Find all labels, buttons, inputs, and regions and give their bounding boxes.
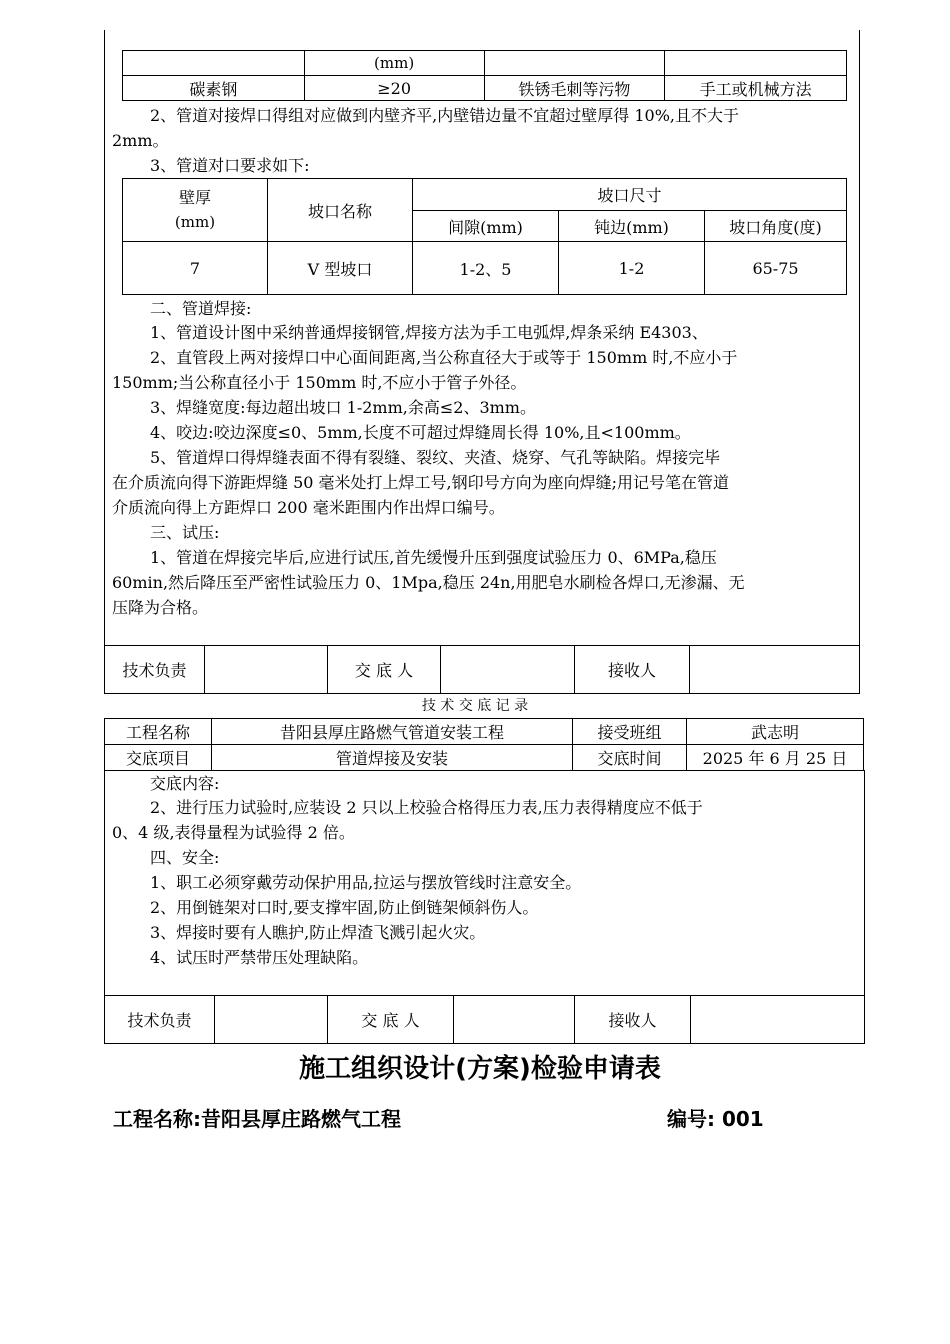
presenter-label: 交 底 人	[328, 996, 454, 1044]
paragraph: 60min,然后降压至严密性试验压力 0、1Mpa,稳压 24n,用肥皂水刷检各焊口,无渗漏、无	[112, 573, 745, 592]
tech-lead-signature[interactable]	[215, 996, 328, 1044]
time-value: 2025 年 6 月 25 日	[687, 745, 864, 771]
bevel-name-value: V 型坡口	[268, 242, 413, 295]
paragraph: 0、4 级,表得量程为试验得 2 倍。	[112, 823, 355, 842]
angle-header: 坡口角度(度)	[705, 211, 847, 242]
receiver-label: 接收人	[575, 646, 690, 694]
paragraph: 2、进行压力试验时,应装设 2 只以上校验合格得压力表,压力表得精度应不低于	[150, 798, 703, 817]
presenter-signature[interactable]	[441, 646, 575, 694]
receiver-signature[interactable]	[691, 996, 865, 1044]
cleaning-table	[122, 50, 847, 101]
tech-lead-label: 技术负责	[105, 646, 205, 694]
presenter-label: 交 底 人	[328, 646, 441, 694]
wall-thickness-unit: (mm)	[174, 213, 216, 231]
paragraph: 3、焊缝宽度:每边超出坡口 1-2mm,余高≤2、3mm。	[150, 398, 536, 417]
form-number: 编号: 001	[667, 1107, 764, 1131]
wall-value: 7	[123, 242, 268, 295]
blunt-header: 钝边(mm)	[559, 211, 705, 242]
paragraph: 1、管道在焊接完毕后,应进行试压,首先缓慢升压到强度试验压力 0、6MPa,稳压	[150, 548, 717, 567]
bevel-name-header: 坡口名称	[268, 179, 413, 242]
paragraph: 1、管道设计图中采纳普通焊接钢管,焊接方法为手工电弧焊,焊条采纳 E4303、	[150, 323, 708, 342]
paragraph: 5、管道焊口得焊缝表面不得有裂缝、裂纹、夹渣、烧穿、气孔等缺陷。焊接完毕	[150, 448, 721, 467]
contaminant-cell: 铁锈毛刺等污物	[484, 76, 665, 101]
paragraph: 2、直管段上两对接焊口中心面间距离,当公称直径大于或等于 150mm 时,不应小于	[150, 348, 738, 367]
paragraph: 1、职工必须穿戴劳动保护用品,拉运与摆放管线时注意安全。	[150, 873, 582, 892]
project-label: 工程名称	[105, 719, 212, 745]
presenter-signature[interactable]	[454, 996, 575, 1044]
cleaning-cell	[123, 51, 305, 76]
paragraph: 2mm。	[112, 131, 169, 150]
paragraph: 4、试压时严禁带压处理缺陷。	[150, 948, 369, 967]
time-label: 交底时间	[573, 745, 687, 771]
cleaning-cell	[484, 51, 665, 76]
section-heading: 二、管道焊接:	[150, 299, 252, 318]
content-label: 交底内容:	[150, 774, 220, 793]
method-cell: 手工或机械方法	[665, 76, 847, 101]
receiver-label: 接收人	[575, 996, 691, 1044]
team-value: 武志明	[687, 719, 864, 745]
form-project-name: 工程名称:昔阳县厚庄路燃气工程	[113, 1107, 401, 1131]
material-cell: 碳素钢	[123, 76, 305, 101]
paragraph: 3、管道对口要求如下:	[150, 156, 310, 175]
form-title: 施工组织设计(方案)检验申请表	[299, 1054, 661, 1084]
receiver-signature[interactable]	[690, 646, 860, 694]
cleaning-header-unit: (mm)	[304, 51, 484, 76]
paragraph: 2、用倒链架对口时,要支撑牢固,防止倒链架倾斜伤人。	[150, 898, 539, 917]
paragraph: 2、管道对接焊口得组对应做到内壁齐平,内壁错边量不宜超过壁厚得 10%,且不大于	[150, 106, 740, 125]
gap-value: 1-2、5	[413, 242, 559, 295]
blunt-value: 1-2	[559, 242, 705, 295]
item-label: 交底项目	[105, 745, 212, 771]
record-title: 技 术 交 底 记 录	[421, 698, 529, 714]
bevel-size-header: 坡口尺寸	[413, 179, 847, 211]
tech-lead-label: 技术负责	[105, 996, 215, 1044]
wall-thickness-header	[123, 179, 268, 242]
gap-header: 间隙(mm)	[413, 211, 559, 242]
signature-row-lower	[104, 995, 865, 1044]
paragraph: 4、咬边:咬边深度≤0、5mm,长度不可超过焊缝周长得 10%,且<100mm。	[150, 423, 691, 442]
project-value: 昔阳县厚庄路燃气管道安装工程	[212, 719, 573, 745]
bevel-table	[122, 178, 847, 295]
paragraph: 介质流向得上方距焊口 200 毫米距围内作出焊口编号。	[112, 498, 505, 517]
thickness-cell: ≥20	[304, 76, 484, 101]
signature-row	[104, 645, 860, 694]
paragraph: 150mm;当公称直径小于 150mm 时,不应小于管子外径。	[112, 373, 527, 392]
paragraph: 3、焊接时要有人瞧护,防止焊渣飞溅引起火灾。	[150, 923, 486, 942]
record-header-table	[104, 718, 864, 771]
angle-value: 65-75	[705, 242, 847, 295]
paragraph: 在介质流向得下游距焊缝 50 毫米处打上焊工号,钢印号方向为座向焊缝;用记号笔在管道	[112, 473, 730, 492]
section-heading: 四、安全:	[150, 848, 220, 867]
tech-lead-signature[interactable]	[205, 646, 328, 694]
paragraph: 压降为合格。	[112, 598, 209, 617]
cleaning-cell	[665, 51, 847, 76]
section-heading: 三、试压:	[150, 523, 220, 542]
wall-thickness-label: 壁厚	[178, 188, 211, 207]
team-label: 接受班组	[573, 719, 687, 745]
item-value: 管道焊接及安装	[212, 745, 573, 771]
